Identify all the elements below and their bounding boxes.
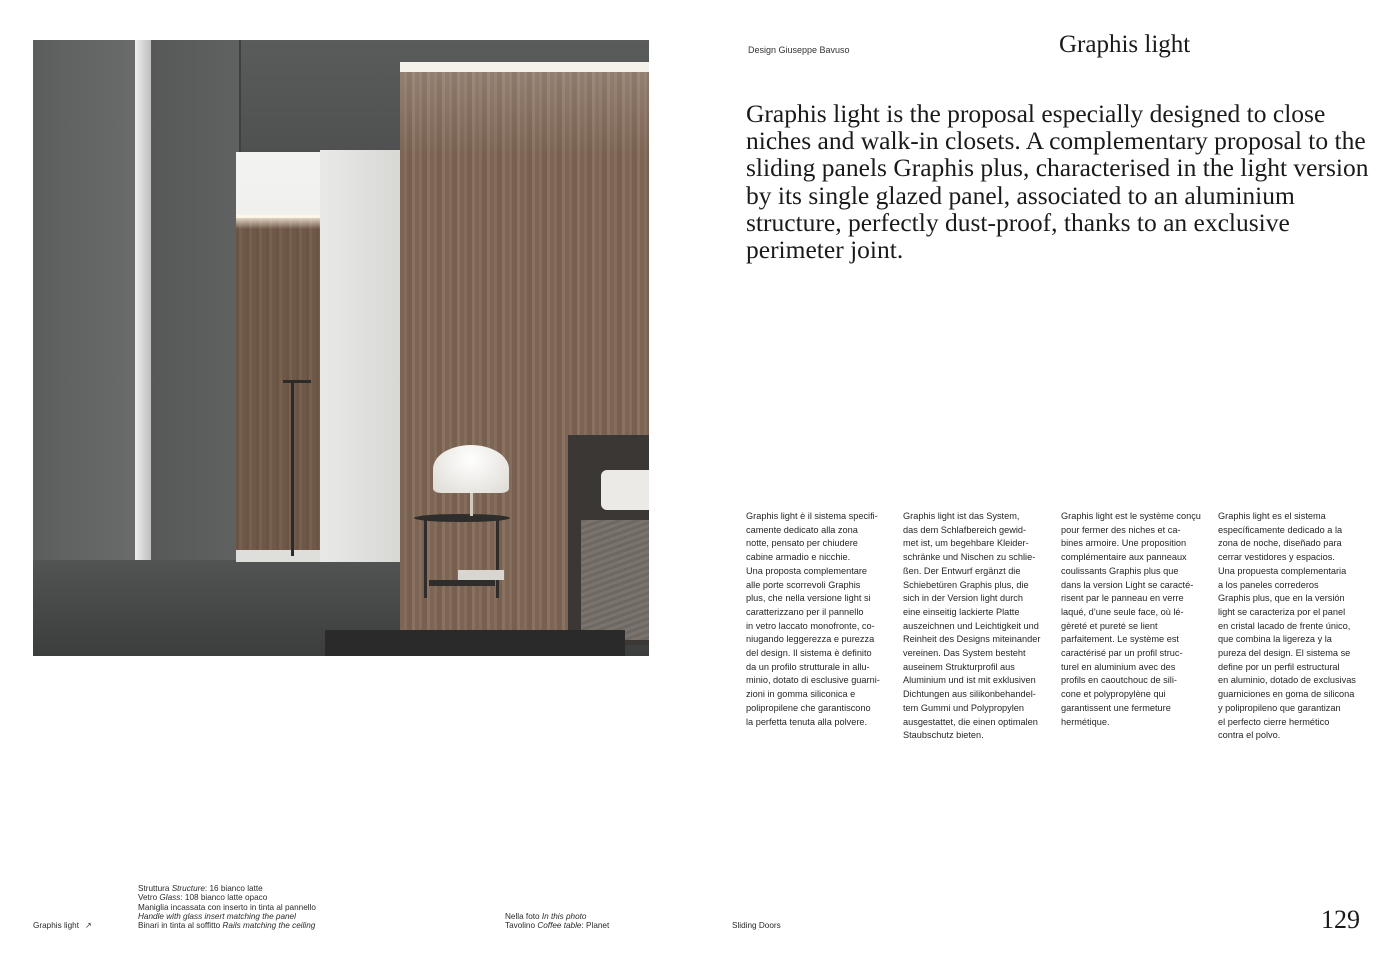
- caption-label: Graphis light: [33, 921, 79, 930]
- photo-caption: [33, 921, 92, 930]
- interior-photo: [33, 40, 649, 656]
- photo-note-item: Tavolino Coffee table: Planet: [505, 921, 610, 931]
- intro-paragraph: Graphis light is the proposal especially designed to close niches and walk-in closets. A complementary proposal to the sliding panels Graphis plus, characterised in the light version by its single glazed panel, associated to an aluminium structure, perfectly dust-proof, thanks to an exclusive perimeter joint.: [746, 99, 1369, 265]
- photo-sliding-panel: [151, 40, 239, 640]
- text-column-italian: Graphis light è il sistema specifi- camente dedicato alla zona notte, pensato per chiudere cabine armadio e nicchie. Una proposta complementare alle porte scorrevoli Graphis plus, che nella versione light si caratterizzano per il pannello in vetro laccato monofronte, co- niugando leggerezza e purezza del design. Il sistema è definito da un profilo strutturale in allu- minio, dotato di esclusive guarni- zioni in gomma siliconica e polipropilene che garantiscono la perfetta tenuta alla polvere.: [746, 511, 880, 727]
- photo-ceiling-light: [400, 62, 649, 72]
- photo-throw: [581, 520, 649, 640]
- photo-corridor-light: [236, 215, 322, 229]
- photo-lamp-shade: [433, 445, 509, 493]
- spec-list: [138, 884, 316, 930]
- page-number: 129: [1321, 905, 1360, 934]
- text-column-german: Graphis light ist das System, das dem Schlafbereich gewid- met ist, um begehbare Kleider- schränke und Nischen zu schlie- ßen. Der Entwurf ergänzt die Schiebetüren Graphis plus, die sich in der Version light durch eine einseitig lackierte Platte auszeichnen und Leichtigkeit und Reinheit des Designs miteinander vereinen. Das System besteht auseinem Strukturprofil aus Aluminium und ist mit exklusiven Dichtungen aus silikonbehandel- tem Gummi und Polypropylen ausgestattet, die einen optimalen Staubschutz bieten.: [903, 511, 1041, 741]
- photo-side-table: [414, 514, 510, 522]
- spec-line: Handle with glass insert matching the panel: [138, 911, 296, 921]
- spec-line: Maniglia incassata con inserto in tinta al pannello: [138, 902, 316, 912]
- spec-line: Struttura Structure: 16 bianco latte: [138, 884, 263, 893]
- arrow-up-right-icon: ↗: [84, 921, 92, 930]
- text-column-french: Graphis light est le système conçu pour fermer des niches et ca- bines armoire. Une proposition complémentaire aux panneaux coulissants Graphis plus que dans la version Light se caracté- risent par le panneau en verre laqué, d’une seule face, où lé- gèreté et pureté se lient parfaitement. Le système est caractérisé par un profil struc- turel en aluminium avec des profils en caoutchouc de sili- cone et polypropylène qui garantissent une fermeture hermétique.: [1061, 511, 1201, 727]
- photo-note-label: Nella foto In this photo: [505, 912, 587, 921]
- photo-pillow: [601, 470, 649, 510]
- design-credit: Design Giuseppe Bavuso: [748, 45, 850, 55]
- photo-note: [505, 912, 609, 931]
- photo-coat-stand-arm: [283, 380, 311, 383]
- page-title: Graphis light: [1059, 31, 1191, 58]
- spec-line: Binari in tinta al soffitto Rails matching the ceiling: [138, 921, 316, 931]
- photo-coat-stand: [291, 380, 294, 556]
- section-label: Sliding Doors: [732, 921, 781, 930]
- spec-line: Vetro Glass: 108 bianco latte opaco: [138, 893, 268, 903]
- photo-light-pillar: [135, 40, 151, 636]
- photo-rug: [325, 630, 625, 656]
- photo-corridor-wood: [236, 218, 322, 550]
- photo-books: [458, 570, 504, 580]
- photo-table-leg: [424, 518, 427, 598]
- text-column-spanish: Graphis light es el sistema específicamente dedicado a la zona de noche, diseñado para cerrar vestidores y espacios. Una propuesta complementaria a los paneles correderos Graphis plus, que en la versión light se caracteriza por el panel en cristal lacado de frente único, que combina la ligereza y la pureza del design. El sistema se define por un perfil estructural en aluminio, dotado de exclusivas guarniciones en goma de silicona y polipropileno que garantizan el perfecto cierre hermético contra el polvo.: [1218, 511, 1356, 741]
- photo-table-leg: [496, 518, 499, 598]
- photo-white-door: [320, 150, 402, 562]
- photo-table-shelf: [429, 580, 495, 586]
- photo-lamp-stem: [470, 490, 473, 516]
